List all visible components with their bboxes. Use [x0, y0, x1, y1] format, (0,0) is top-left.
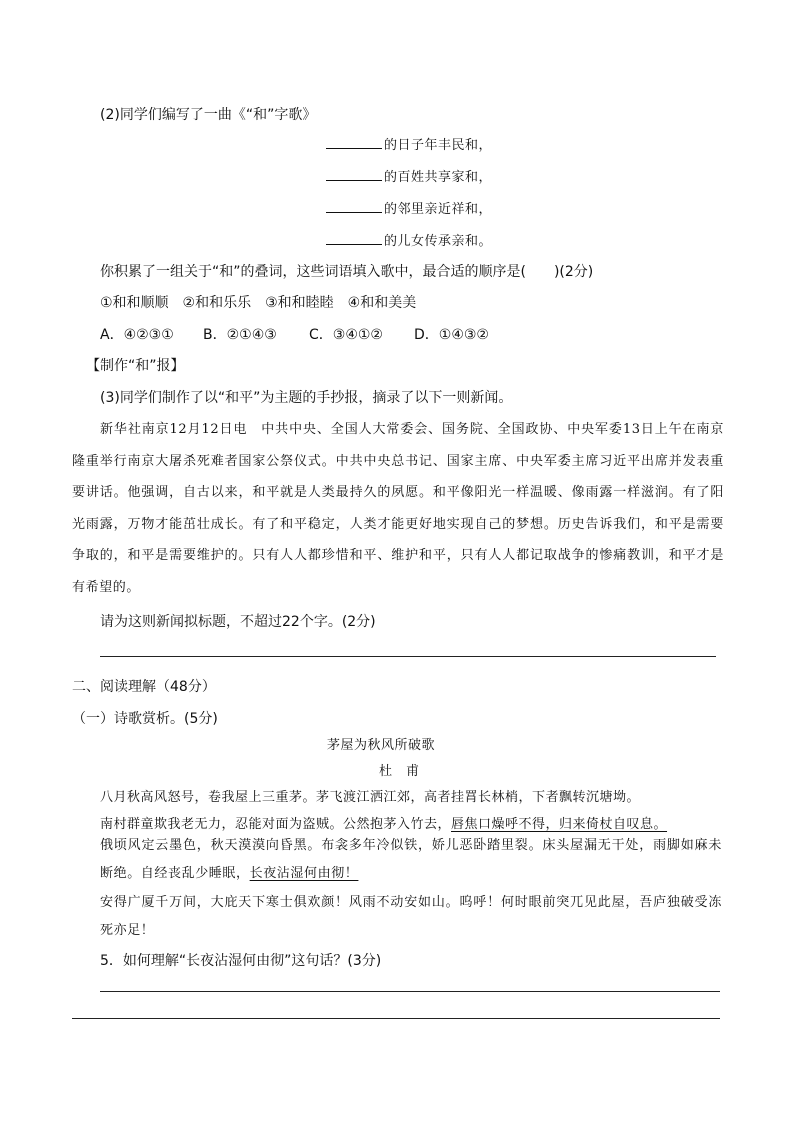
choice-b[interactable]: B．②①④③: [203, 327, 277, 343]
fill-blank[interactable]: [326, 168, 382, 181]
song-line-text: 的日子年丰民和，: [384, 138, 493, 153]
poem-title: 茅屋为秋风所破歌: [327, 738, 436, 753]
poem-stanza-3: [100, 832, 722, 888]
answer-line[interactable]: [100, 656, 716, 657]
subsection-heading: （一）诗歌赏析。(5分): [72, 711, 218, 727]
answer-line[interactable]: [72, 1018, 720, 1019]
answer-line[interactable]: [100, 991, 720, 992]
q2-word-list: ①和和顺顺 ②和和乐乐 ③和和睦睦 ④和和美美: [100, 295, 417, 311]
song-line-text: 的儿女传承亲和。: [384, 234, 493, 249]
q2-intro: (2)同学们编写了一曲《“和”字歌》: [100, 107, 317, 123]
song-line-1: [326, 134, 492, 153]
poem-author: 杜 甫: [379, 764, 420, 779]
song-line-text: 的邻里亲近祥和，: [384, 202, 493, 217]
poem-stanza-1: 八月秋高风怒号，卷我屋上三重茅。茅飞渡江洒江郊，高者挂罥长林梢，下者飘转沉塘坳。: [100, 790, 641, 805]
part-heading: 二、阅读理解（48分）: [72, 679, 216, 695]
q5-question: 5．如何理解“长夜沾湿何由彻”这句话？(3分): [100, 953, 382, 969]
poem-stanza-4: 安得广厦千万间，大庇天下寒士俱欢颜！风雨不动安如山。呜呼！何时眼前突兀见此屋，吾庐独破受冻死亦足！: [100, 895, 722, 938]
q3-intro: (3)同学们制作了以“和平”为主题的手抄报，摘录了以下一则新闻。: [100, 390, 513, 406]
fill-blank[interactable]: [326, 200, 382, 213]
song-line-text: 的百姓共享家和，: [384, 170, 493, 185]
fill-blank[interactable]: [326, 232, 382, 245]
poem-text: 俄顷风定云墨色，秋天漠漠向昏黑。布衾多年冷似铁，娇儿恶卧踏里裂。床头屋漏无干处，雨脚如麻未断绝。自经丧乱少睡眠，: [100, 838, 722, 881]
song-line-3: [326, 198, 492, 217]
choice-c[interactable]: C．③④①②: [309, 327, 383, 343]
underlined-verse: 唇焦口燥呼不得，归来倚杖自叹息。: [451, 817, 668, 832]
poem-text: 南村群童欺我老无力，忍能对面为盗贼。公然抱茅入竹去，: [100, 817, 452, 832]
news-paragraph: 新华社南京12月12日电 中共中央、全国人大常委会、国务院、全国政协、中央军委13日上午在南京隆重举行南京大屠杀死难者国家公祭仪式。中共中央总书记、国家主席、中央军委主席习近平出席并发表重要讲话。他强调，自古以来，和平就是人类最持久的夙愿。和平像阳光一样温暖、像雨露一样滋润。有了阳光雨露，万物才能茁壮成长。有了和平稳定，人类才能更好地实现自己的梦想。历史告诉我们，和平是需要争取的，和平是需要维护的。只有人人都珍惜和平、维护和平，只有人人都记取战争的惨痛教训，和平才是有希望的。: [72, 422, 724, 595]
section-heading: 【制作“和”报】: [86, 358, 185, 374]
song-line-2: [326, 166, 492, 185]
song-line-4: [326, 230, 492, 249]
underlined-verse: 长夜沾湿何由彻！: [249, 866, 359, 881]
q3-task: 请为这则新闻拟标题，不超过22个字。(2分): [100, 614, 376, 630]
poem-stanza-2: [100, 813, 667, 832]
fill-blank[interactable]: [326, 136, 382, 149]
choice-a[interactable]: A．④②③①: [100, 327, 174, 343]
q2-question: 你积累了一组关于“和”的叠词，这些词语填入歌中，最合适的顺序是( )(2分): [100, 264, 594, 280]
choice-d[interactable]: D．①④③②: [414, 327, 489, 343]
